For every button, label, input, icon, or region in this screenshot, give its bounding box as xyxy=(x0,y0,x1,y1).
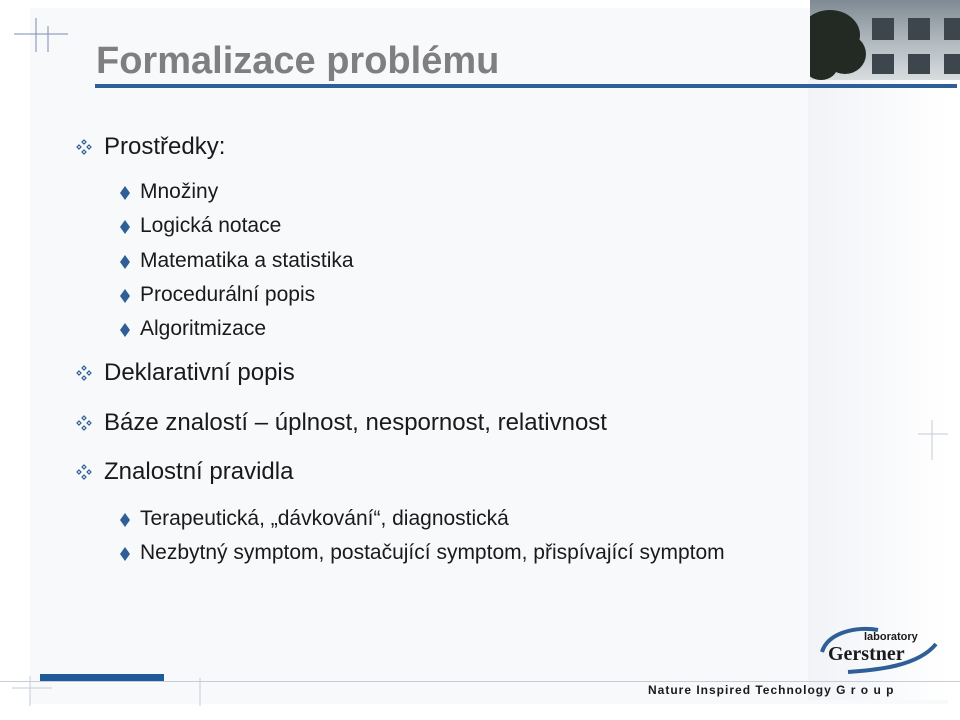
diamond-bullet-icon xyxy=(120,323,130,337)
four-diamond-bullet-icon xyxy=(76,415,92,431)
header-photo xyxy=(810,0,960,80)
sub-bullet-text: Logická notace xyxy=(140,214,282,237)
four-diamond-bullet-icon xyxy=(76,139,92,155)
diamond-bullet-icon xyxy=(120,513,130,527)
diamond-bullet-icon xyxy=(120,289,130,303)
sub-bullet-text: Algoritmizace xyxy=(140,317,267,340)
bullet-text: Deklarativní popis xyxy=(104,359,295,386)
logo-main-text: Gerstner xyxy=(828,643,905,665)
diamond-bullet-icon xyxy=(120,186,130,200)
logo-top-text: laboratory xyxy=(864,631,918,643)
right-decorative-panel xyxy=(808,80,948,700)
gerstner-logo xyxy=(818,622,940,676)
sub-bullet-text: Matematika a statistika xyxy=(140,249,354,272)
diamond-bullet-icon xyxy=(120,547,130,561)
sub-bullet-text: Terapeutická, „dávkování“, diagnostická xyxy=(140,507,509,530)
footer-tagline: Nature Inspired Technology G r o u p xyxy=(648,683,895,697)
diamond-bullet-icon xyxy=(120,255,130,269)
footer-divider xyxy=(0,681,960,682)
crop-mark-top-left xyxy=(14,18,68,52)
sub-bullet-text: Množiny xyxy=(140,180,219,203)
slide-title: Formalizace problému xyxy=(96,40,500,82)
four-diamond-bullet-icon xyxy=(76,365,92,381)
bullet-text: Znalostní pravidla xyxy=(104,458,294,485)
sub-bullet-text: Procedurální popis xyxy=(140,283,316,306)
crop-mark-bottom xyxy=(190,678,210,706)
crop-mark-right xyxy=(918,420,948,460)
bullet-text: Báze znalostí – úplnost, nespornost, relativnost xyxy=(104,409,607,436)
four-diamond-bullet-icon xyxy=(76,464,92,480)
logo-swoosh-icon xyxy=(818,622,940,676)
title-underline xyxy=(95,84,957,88)
bullet-text: Prostředky: xyxy=(104,133,226,160)
sub-bullet-text: Nezbytný symptom, postačující symptom, přispívající symptom xyxy=(140,541,725,564)
diamond-bullet-icon xyxy=(120,220,130,234)
